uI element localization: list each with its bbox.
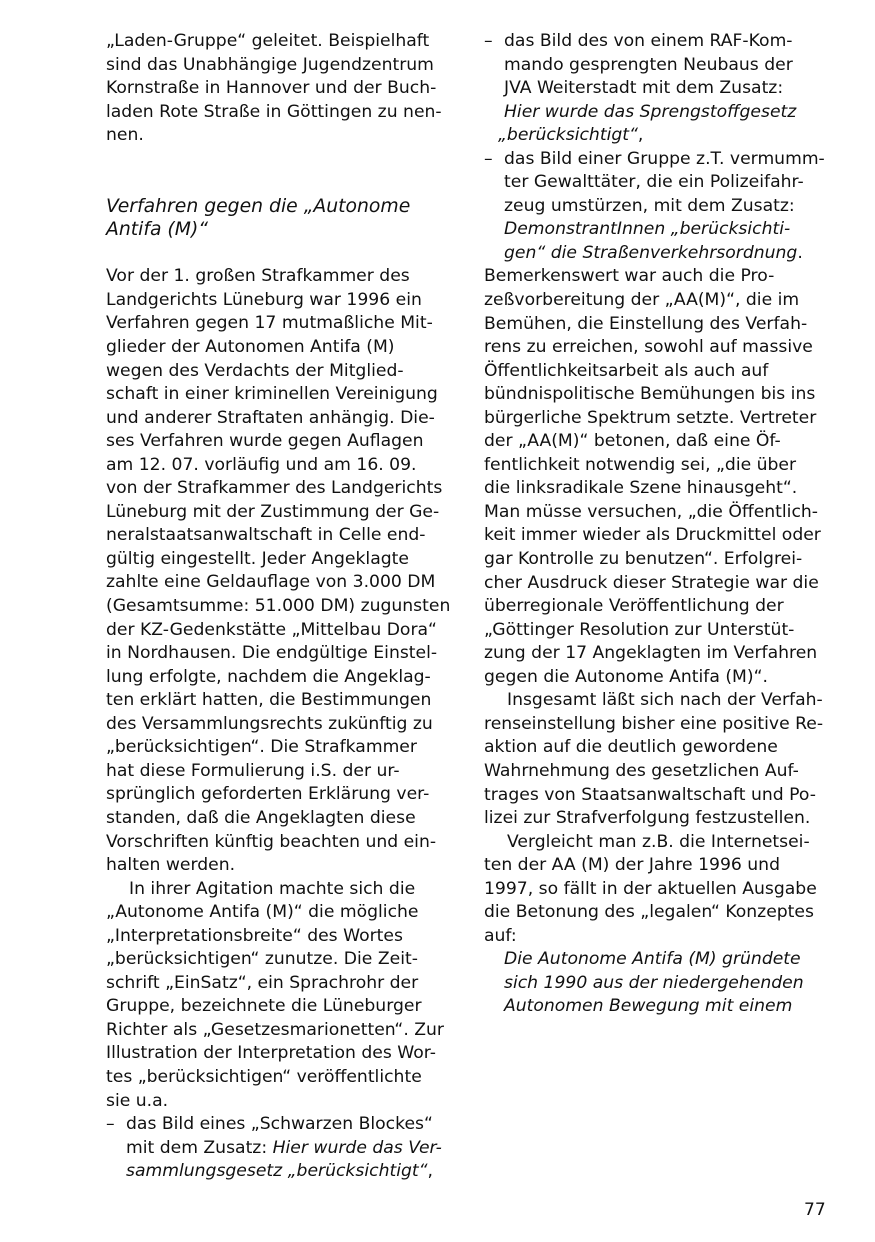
text-line: „Göttinger Resolution zur Unterstüt-	[484, 619, 795, 640]
text-line: aktion auf die deutlich gewordene	[484, 737, 778, 758]
text-line: gültig eingestellt. Jeder Angeklagte	[106, 548, 409, 569]
block-quote	[484, 948, 836, 1019]
section-heading	[106, 195, 458, 242]
text-line: „Laden-Gruppe“ geleitet. Beispielhaft	[106, 31, 430, 51]
text-line: von der Strafkammer des Landgerichts	[106, 478, 443, 499]
text-line: wegen des Verdachts der Mitglied-	[106, 360, 404, 381]
page-number: 77	[804, 1200, 826, 1220]
list-dash: –	[484, 31, 493, 51]
text-line: Illustration der Interpretation des Wor-	[106, 1043, 436, 1064]
text-line: zung der 17 Angeklagten im Verfahren	[484, 643, 818, 664]
text-line: Vor der 1. großen Strafkammer des	[106, 266, 410, 287]
list-quote: „berücksichtigt“	[498, 125, 638, 146]
text-line: standen, daß die Angeklagten diese	[106, 807, 416, 828]
list-text: JVA Weiterstadt mit dem Zusatz:	[504, 78, 784, 99]
spacer	[106, 242, 458, 266]
text-line: „Interpretationsbreite“ des Wortes	[106, 925, 403, 946]
text-line: „berücksichtigen“. Die Strafkammer	[106, 737, 417, 758]
text-line: trages von Staatsanwaltschaft und Po-	[484, 784, 816, 805]
text-line: bürgerliche Spektrum setzte. Vertreter	[484, 407, 817, 428]
text-line: „berücksichtigen“ zunutze. Die Zeit-	[106, 949, 418, 970]
text-line: Man müsse versuchen, „die Öffentlich-	[484, 501, 818, 522]
text-line: Lüneburg mit der Zustimmung der Ge-	[106, 501, 440, 522]
text-line: sprünglich geforderten Erklärung ver-	[106, 784, 430, 805]
list-quote: Hier wurde das Ver-	[272, 1137, 442, 1158]
text-line: des Versammlungsrechts zukünftig zu	[106, 713, 433, 734]
paragraph-vergleicht	[484, 831, 836, 949]
text-line: der „AA(M)“ betonen, daß eine Öf-	[484, 431, 781, 452]
list-item-raf-kommando	[484, 30, 836, 148]
list-text: das Bild eines „Schwarzen Blockes“	[126, 1114, 433, 1135]
quote-line: sich 1990 aus der niedergehenden	[504, 972, 804, 993]
text-line: schrift „EinSatz“, ein Sprachrohr der	[106, 972, 419, 993]
paragraph-agitation	[106, 878, 458, 1113]
text-line: ten der AA (M) der Jahre 1996 und	[484, 855, 780, 876]
text-line: in Nordhausen. Die endgültige Einstel-	[106, 643, 438, 664]
text-line: sind das Unabhängige Jugendzentrum	[106, 54, 434, 75]
paragraph-intro-end	[106, 30, 458, 148]
text-line: zahlte eine Geldauflage von 3.000 DM	[106, 572, 436, 593]
text-line: Öffentlichkeitsarbeit als auch auf	[484, 360, 769, 381]
text-line: glieder der Autonomen Antifa (M)	[106, 337, 395, 358]
text-line: Wahrnehmung des gesetzlichen Auf-	[484, 760, 799, 781]
text-line: Vorschriften künftig beachten und ein-	[106, 831, 437, 852]
text-line: die linksradikale Szene hinausgeht“.	[484, 478, 798, 499]
list-text: mando gesprengten Neubaus der	[504, 54, 793, 75]
list-text: .	[797, 242, 803, 263]
text-line: tes „berücksichtigen“ veröffentlichte	[106, 1066, 422, 1087]
text-line: der KZ-Gedenkstätte „Mittelbau Dora“	[106, 619, 437, 640]
list-dash: –	[106, 1114, 115, 1135]
text-line: und anderer Straftaten anhängig. Die-	[106, 407, 435, 428]
text-line: renseinstellung bisher eine positive Re-	[484, 713, 824, 734]
text-line: Bemerkenswert war auch die Pro-	[484, 266, 775, 287]
paragraph-prozessvorbereitung	[484, 265, 836, 689]
text-line: auf:	[484, 925, 517, 946]
list-text: mit dem Zusatz:	[126, 1137, 273, 1158]
text-line: schaft in einer kriminellen Vereinigung	[106, 384, 438, 405]
text-line: Vergleicht man z.B. die Internetsei-	[507, 831, 810, 852]
text-line: hat diese Formulierung i.S. der ur-	[106, 760, 400, 781]
text-line: 1997, so fällt in der aktuellen Ausgabe	[484, 878, 817, 899]
text-line: (Gesamtsumme: 51.000 DM) zugunsten	[106, 596, 451, 617]
text-line: keit immer wieder als Druckmittel oder	[484, 525, 821, 546]
text-line: Gruppe, bezeichnete die Lüneburger	[106, 996, 422, 1017]
text-line: „Autonome Antifa (M)“ die mögliche	[106, 902, 419, 923]
text-line: zeßvorbereitung der „AA(M)“, die im	[484, 290, 800, 311]
text-line: halten werden.	[106, 855, 236, 876]
list-quote: Hier wurde das Sprengstoffgesetz	[504, 101, 797, 122]
text-line: fentlichkeit notwendig sei, „die über	[484, 454, 797, 475]
text-line: Verfahren gegen 17 mutmaßliche Mit-	[106, 313, 433, 334]
text-line: die Betonung des „legalen“ Konzeptes	[484, 902, 814, 923]
text-line: ten erklärt hatten, die Bestimmungen	[106, 690, 432, 711]
text-line: gegen die Autonome Antifa (M)“.	[484, 666, 768, 687]
text-line: lung erfolgte, nachdem die Angeklag-	[106, 666, 431, 687]
list-quote: sammlungsgesetz „berücksichtigt“	[126, 1161, 428, 1182]
text-line: sie u.a.	[106, 1090, 169, 1111]
list-text: das Bild einer Gruppe z.T. vermumm-	[504, 148, 825, 169]
text-line: Kornstraße in Hannover und der Buch-	[106, 78, 437, 99]
text-line: bündnispolitische Bemühungen bis ins	[484, 384, 816, 405]
text-line: Bemühen, die Einstellung des Verfah-	[484, 313, 808, 334]
text-line: neralstaatsanwaltschaft in Celle end-	[106, 525, 426, 546]
spacer	[106, 148, 458, 195]
list-text: ,	[637, 125, 644, 146]
list-quote: gen“ die Straßenverkehrsordnung	[504, 242, 798, 263]
text-line: cher Ausdruck dieser Strategie war die	[484, 572, 819, 593]
list-text: ,	[427, 1161, 433, 1182]
text-line: Richter als „Gesetzesmarionetten“. Zur	[106, 1019, 444, 1040]
text-line: überregionale Veröffentlichung der	[484, 596, 784, 617]
text-line: gar Kontrolle zu benutzen“. Erfolgrei-	[484, 549, 803, 570]
text-line: nen.	[106, 125, 144, 146]
paragraph-insgesamt	[484, 689, 836, 830]
list-dash: –	[484, 148, 493, 169]
text-line: rens zu erreichen, sowohl auf massive	[484, 337, 813, 358]
quote-line: Die Autonome Antifa (M) gründete	[504, 949, 801, 970]
quote-line: Autonomen Bewegung mit einem	[504, 996, 793, 1017]
list-item-schwarzer-block	[106, 1113, 458, 1184]
text-line: Insgesamt läßt sich nach der Verfah-	[507, 690, 823, 711]
list-text: ter Gewalttäter, die ein Polizeifahr-	[504, 172, 804, 193]
list-text: das Bild des von einem RAF-Kom-	[504, 31, 793, 51]
list-item-polizeifahrzeug	[484, 148, 836, 266]
heading-line: Antifa (M)“	[106, 219, 209, 241]
left-column	[106, 30, 458, 1184]
text-line: ses Verfahren wurde gegen Auflagen	[106, 431, 424, 452]
right-column	[484, 30, 836, 1019]
text-line: In ihrer Agitation machte sich die	[129, 878, 416, 899]
text-line: lizei zur Strafverfolgung festzustellen.	[484, 808, 811, 829]
list-text: zeug umstürzen, mit dem Zusatz:	[504, 195, 795, 216]
text-line: laden Rote Straße in Göttingen zu nen-	[106, 101, 442, 122]
list-quote: DemonstrantInnen „berücksichti-	[504, 219, 791, 240]
text-line: Landgerichts Lüneburg war 1996 ein	[106, 289, 422, 310]
heading-line: Verfahren gegen die „Autonome	[106, 195, 411, 217]
paragraph-verfahren	[106, 265, 458, 877]
text-line: am 12. 07. vorläufig und am 16. 09.	[106, 454, 417, 475]
